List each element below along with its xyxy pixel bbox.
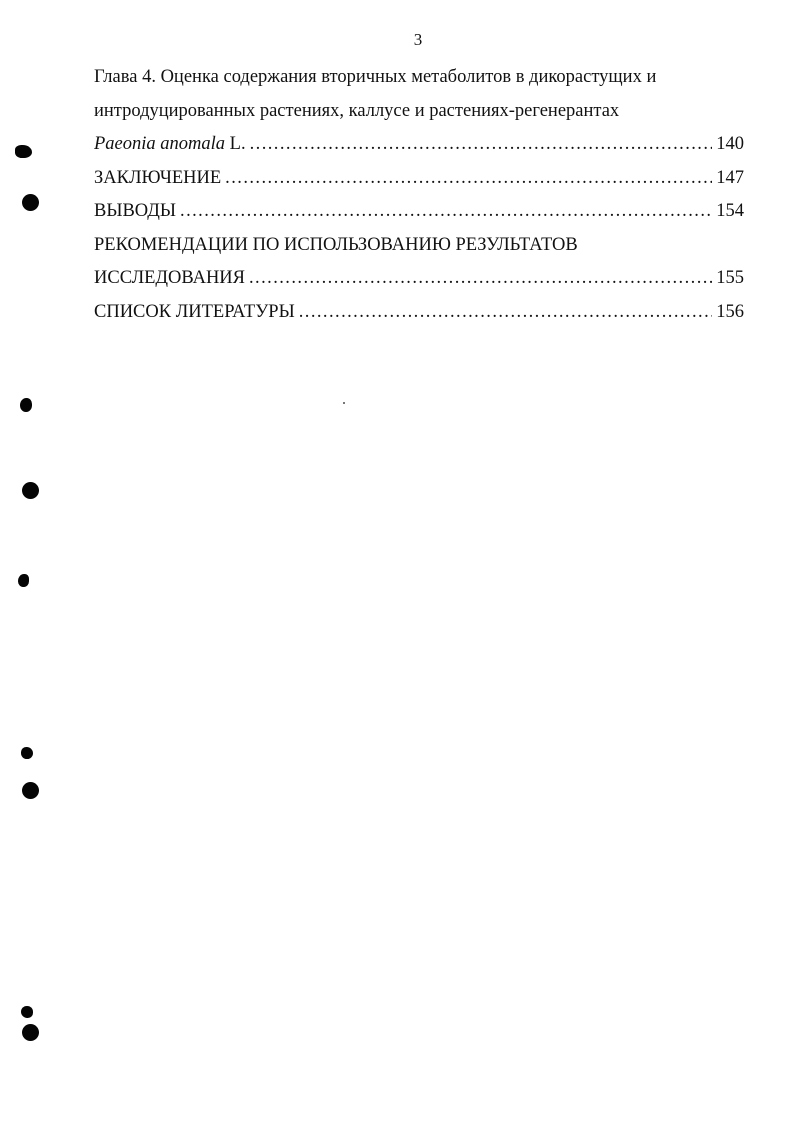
- leader-dots: [245, 262, 712, 296]
- punch-hole: [22, 482, 39, 499]
- leader-dots: [176, 195, 712, 229]
- toc-page-number: 154: [716, 201, 744, 221]
- ink-blot: [20, 398, 32, 412]
- ink-blot: [21, 747, 33, 759]
- leader-dots: [221, 162, 712, 196]
- toc-page-number: 140: [716, 134, 744, 154]
- toc-page-number: 155: [716, 268, 744, 288]
- toc-entry-references: [94, 296, 744, 330]
- toc-chapter4-line2: интродуцированных растениях, каллусе и растениях-регенерантах: [94, 100, 620, 121]
- toc-title: СПИСОК ЛИТЕРАТУРЫ: [94, 301, 295, 322]
- species-name: Paeonia anomala: [94, 134, 226, 154]
- toc-recommendations-line1: РЕКОМЕНДАЦИИ ПО ИСПОЛЬЗОВАНИЮ РЕЗУЛЬТАТОВ: [94, 234, 578, 255]
- toc-chapter4-line1: Глава 4. Оценка содержания вторичных метаболитов в дикорастущих и: [94, 67, 657, 87]
- leader-dots: [246, 128, 712, 162]
- toc-title: ВЫВОДЫ: [94, 201, 177, 221]
- scan-speck: [343, 402, 345, 404]
- ink-blot: [21, 1006, 33, 1018]
- toc-entry-conclusion: [94, 162, 744, 196]
- toc-entry-findings: [94, 195, 744, 229]
- toc-page-number: 156: [716, 301, 744, 322]
- punch-hole: [22, 782, 39, 799]
- ink-blot: [18, 574, 29, 587]
- toc-entry-chapter4: [94, 128, 744, 162]
- leader-dots: [295, 296, 712, 330]
- species-author: L.: [225, 134, 246, 154]
- table-of-contents: [94, 61, 744, 329]
- ink-blot: [15, 145, 32, 158]
- page-number: 3: [413, 30, 423, 49]
- toc-entry-recommendations: [94, 262, 744, 296]
- toc-title: ИССЛЕДОВАНИЯ: [94, 268, 245, 288]
- punch-hole: [22, 194, 39, 211]
- punch-hole: [22, 1024, 39, 1041]
- toc-title: ЗАКЛЮЧЕНИЕ: [94, 167, 222, 188]
- toc-page-number: 147: [716, 167, 744, 188]
